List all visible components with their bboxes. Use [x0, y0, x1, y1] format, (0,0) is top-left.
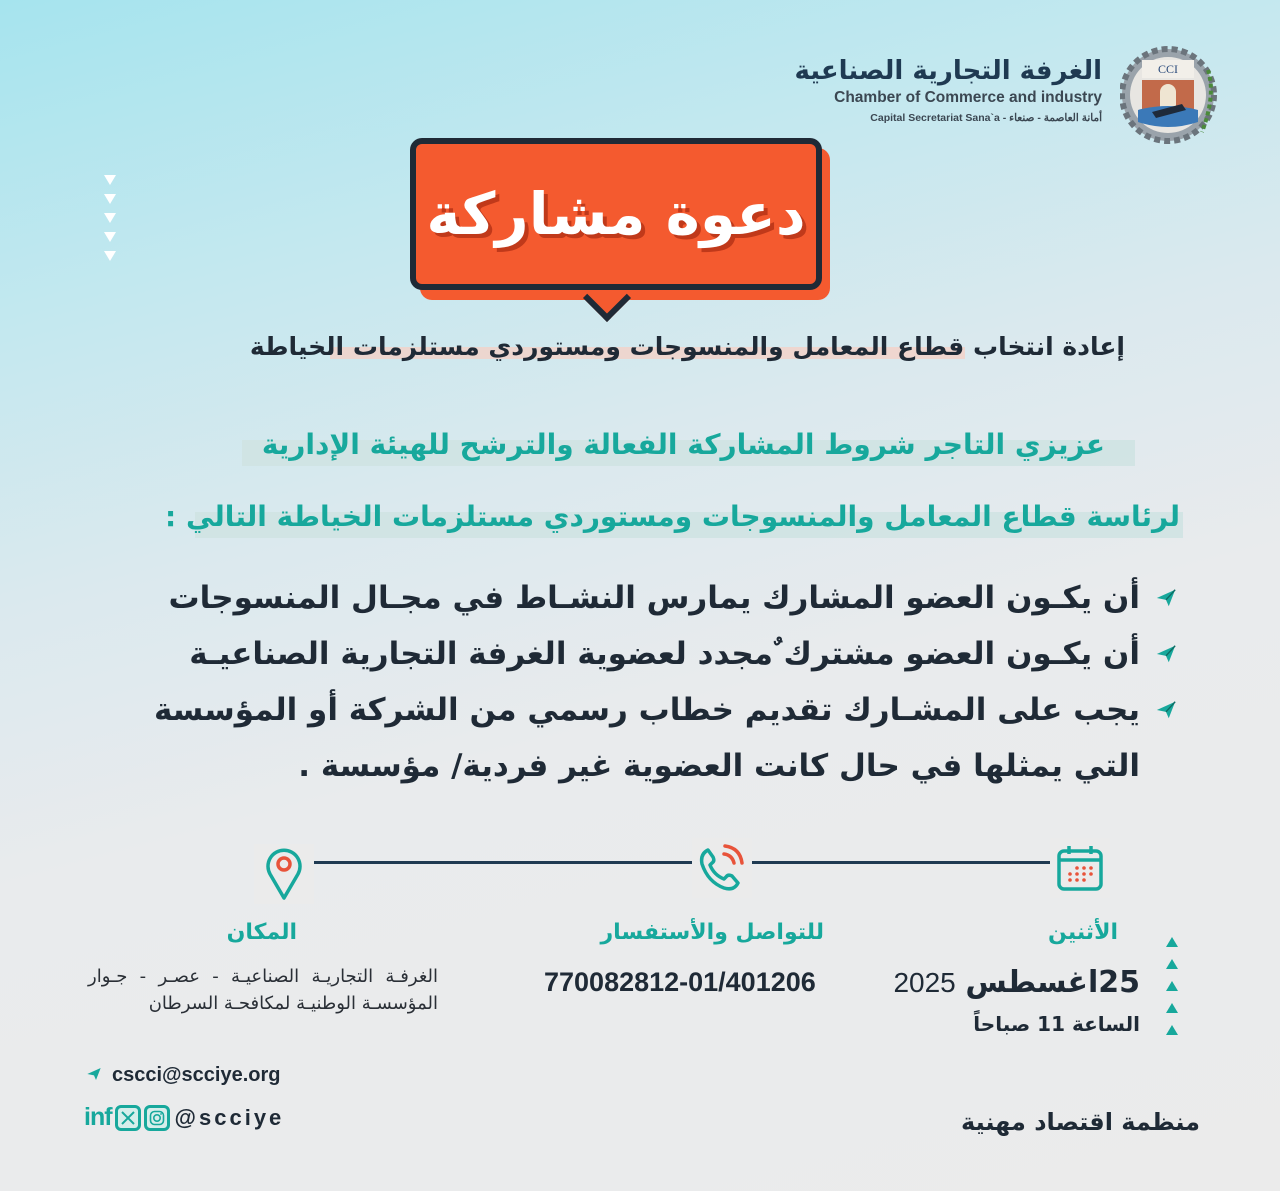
triangle-up-icon: [1166, 1025, 1178, 1035]
org-name-ar: الغرفة التجارية الصناعية: [794, 56, 1102, 86]
list-item: [100, 626, 1180, 682]
place-title: المكان: [226, 920, 297, 945]
social-handle[interactable]: @scciye: [174, 1104, 285, 1130]
event-time: الساعة 11 صباحاً: [973, 1012, 1140, 1036]
subtitle: إعادة انتخاب قطاع المعامل والمنسوجات ومستوردي مستلزمات الخياطة: [249, 332, 1125, 361]
paper-plane-icon: [1152, 696, 1180, 724]
org-subtitle: Capital Secretariat Sana`a - أمانة العاصمة - صنعاء: [870, 112, 1102, 124]
slogan: منظمة اقتصاد مهنية: [961, 1108, 1200, 1136]
condition-text: أن يكـون العضو المشارك يمارس النشـاط في مجـال المنسوجات: [168, 580, 1140, 616]
chamber-emblem-icon: [1120, 40, 1220, 150]
decorative-triangles: [104, 175, 116, 261]
title-speech-bubble: [410, 138, 830, 313]
timeline-line: [290, 861, 1080, 864]
triangle-down-icon: [104, 175, 116, 185]
email-row[interactable]: [86, 1064, 281, 1087]
date-day: 25: [1098, 965, 1140, 1000]
location-pin-icon: [254, 844, 314, 904]
paper-plane-icon: [1152, 640, 1180, 668]
org-name-en: Chamber of Commerce and industry: [834, 89, 1102, 106]
heading-line-1-block: [262, 428, 1105, 461]
heading-line-1: عزيزي التاجر شروط المشاركة الفعالة والترشح للهيئة الإدارية: [261, 428, 1105, 461]
phone-number[interactable]: 770082812-01/401206: [544, 967, 816, 997]
subtitle-block: [250, 332, 1125, 361]
heading-line-2-block: [165, 500, 1180, 533]
list-item: [100, 570, 1180, 626]
x-twitter-icon[interactable]: [115, 1105, 141, 1131]
social-row: [84, 1103, 284, 1132]
triangle-up-icon: [1166, 959, 1178, 969]
triangle-down-icon: [104, 251, 116, 261]
calendar-icon: [1050, 838, 1110, 898]
social-prefix: inf: [84, 1103, 112, 1131]
list-item-continuation: [100, 738, 1180, 794]
triangle-down-icon: [104, 194, 116, 204]
page-title: دعوة مشاركة: [426, 180, 806, 248]
triangle-down-icon: [104, 213, 116, 223]
paper-plane-icon: [1152, 584, 1180, 612]
triangle-up-icon: [1166, 1003, 1178, 1013]
condition-text: أن يكـون العضو مشترك ٌمجدد لعضوية الغرفة التجارية الصناعيـة: [189, 636, 1140, 672]
date-year: 2025: [893, 967, 956, 998]
org-logo-text: [794, 55, 1102, 127]
place-address: الغرفـة التجاريـة الصناعيـة - عصـر - جـوار المؤسسـة الوطنيـة لمكافحـة السرطان: [88, 966, 438, 1014]
paper-plane-icon: [86, 1066, 102, 1086]
condition-text-continuation: التي يمثلها في حال كانت العضوية غير فردية/ مؤسسة .: [298, 748, 1140, 784]
phone-icon: [692, 838, 752, 898]
decorative-triangles-up: [1166, 937, 1178, 1035]
condition-text: يجب على المشـارك تقديم خطاب رسمي من الشركة أو المؤسسة: [153, 692, 1140, 728]
instagram-icon[interactable]: [144, 1105, 170, 1131]
event-date: [893, 965, 1140, 1000]
date-month: اغسطس: [965, 965, 1099, 1000]
triangle-up-icon: [1166, 981, 1178, 991]
triangle-up-icon: [1166, 937, 1178, 947]
list-item: [100, 682, 1180, 738]
date-title: الأثنين: [1048, 920, 1118, 945]
conditions-list: [100, 570, 1180, 794]
heading-line-2: لرئاسة قطاع المعامل والمنسوجات ومستوردي مستلزمات الخياطة التالي :: [165, 500, 1180, 533]
triangle-down-icon: [104, 232, 116, 242]
email-link[interactable]: cscci@scciye.org: [112, 1064, 281, 1086]
svg-text:CCI: CCI: [1157, 62, 1179, 76]
bubble-box: [410, 138, 822, 290]
contact-title: للتواصل والأستفسار: [600, 920, 824, 945]
